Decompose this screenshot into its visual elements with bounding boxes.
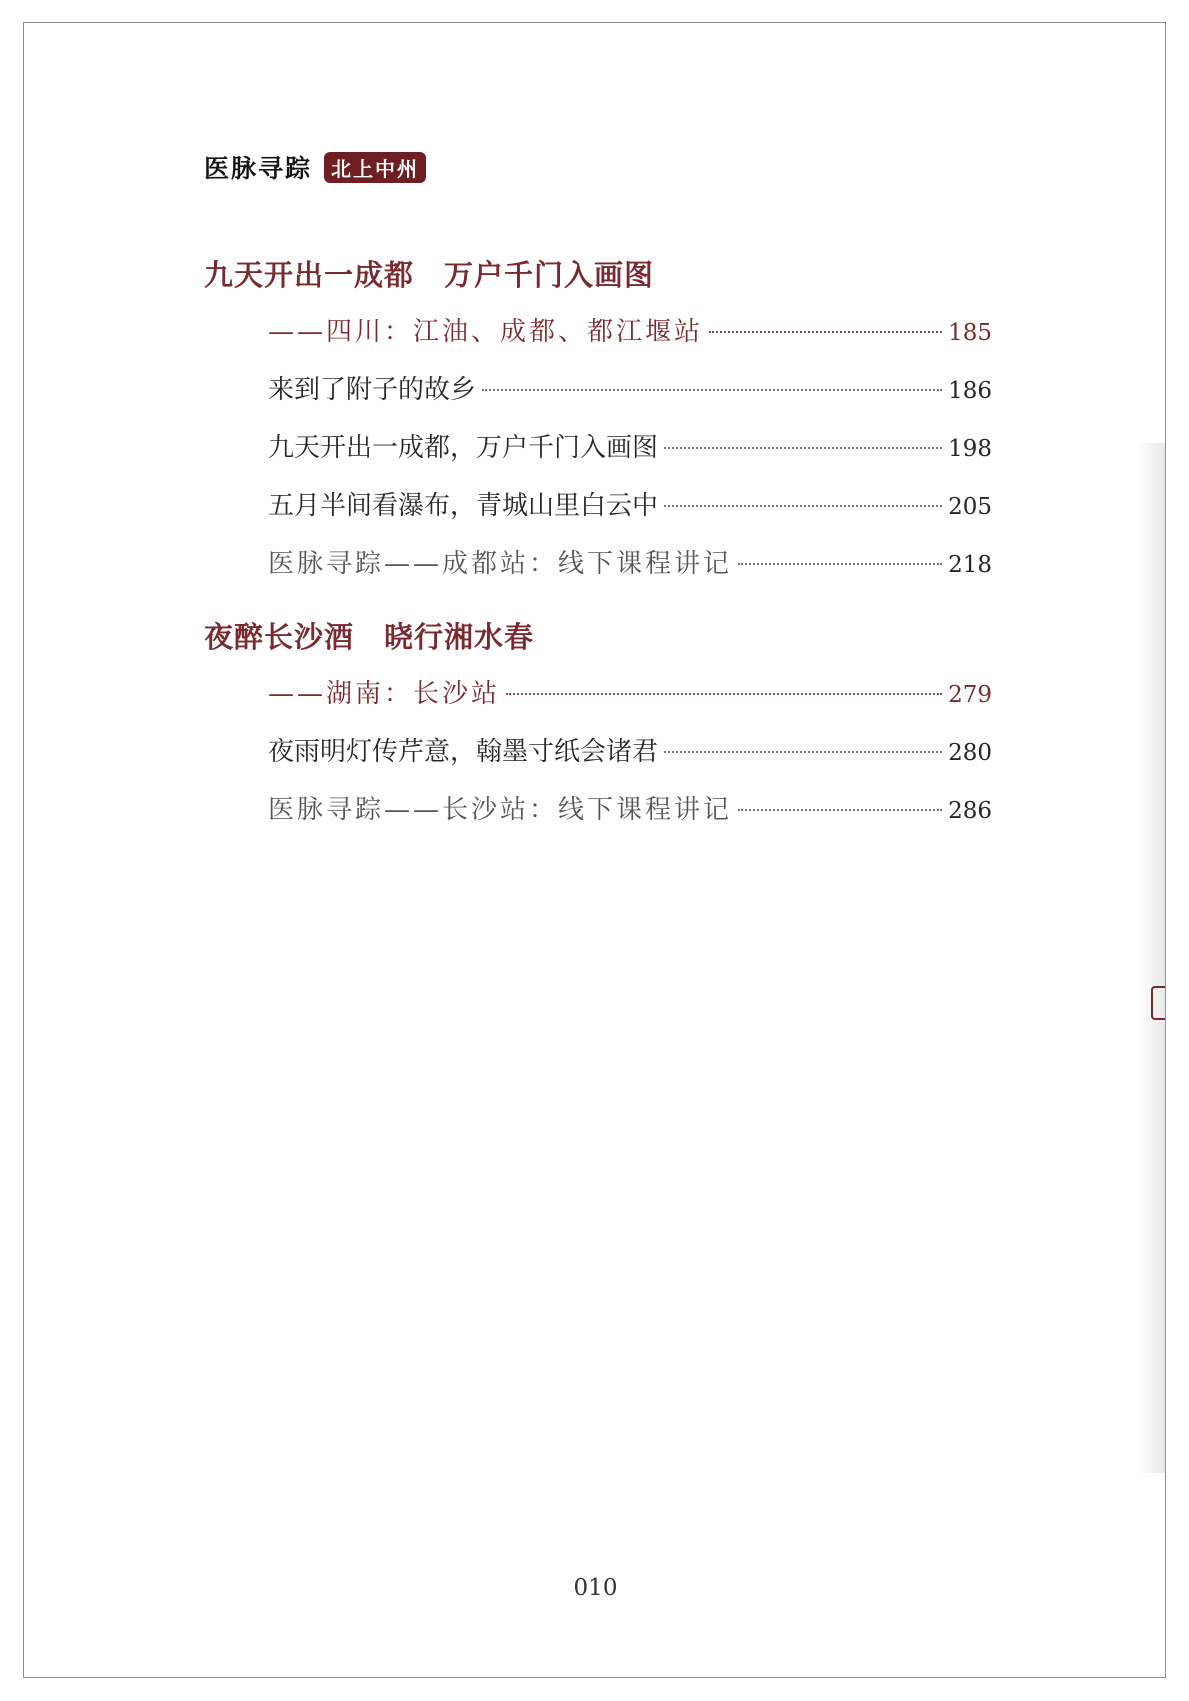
- running-head: [204, 149, 426, 185]
- entry-label: 医脉寻踪——成都站：线下课程讲记: [268, 549, 733, 579]
- series-badge: 北上中州: [324, 152, 426, 183]
- toc-entry-subtitle[interactable]: [204, 303, 992, 361]
- entry-label: ——四川：江油、成都、都江堰站: [268, 317, 704, 347]
- dot-leader: [664, 447, 942, 449]
- dot-leader: [738, 809, 942, 811]
- entry-label: 九天开出一成都，万户千门入画图: [268, 433, 659, 463]
- dot-leader: [738, 563, 942, 565]
- toc-entry[interactable]: [204, 419, 992, 477]
- chapter-title: 夜醉长沙酒 晓行湘水春: [204, 620, 535, 654]
- page-number: 218: [948, 552, 992, 578]
- book-page: [23, 22, 1166, 1678]
- toc-entry-subtitle[interactable]: [204, 665, 992, 723]
- page-number: 280: [948, 740, 992, 766]
- dot-leader: [482, 389, 942, 391]
- toc-entry-course[interactable]: [204, 535, 992, 593]
- toc-chapter-hunan: [204, 615, 992, 839]
- toc-entry[interactable]: [204, 723, 992, 781]
- entry-label: 来到了附子的故乡: [268, 375, 477, 405]
- page-folio: 010: [573, 1575, 618, 1601]
- chapter-title: 九天开出一成都 万户千门入画图: [204, 258, 655, 292]
- toc-entry-course[interactable]: [204, 781, 992, 839]
- table-of-contents: [204, 253, 992, 861]
- page-number: 279: [948, 682, 992, 708]
- toc-entry[interactable]: [204, 477, 992, 535]
- dot-leader: [506, 693, 942, 695]
- page-number: 198: [948, 436, 992, 462]
- page-edge-bracket-icon: [1151, 986, 1165, 1020]
- page-number: 185: [948, 320, 992, 346]
- toc-entry[interactable]: [204, 361, 992, 419]
- dot-leader: [709, 331, 942, 333]
- page-edge-shadow: [1137, 443, 1165, 1473]
- page-number: 205: [948, 494, 992, 520]
- entry-label: 夜雨明灯传芹意，翰墨寸纸会诸君: [268, 737, 659, 767]
- entry-label: 五月半间看瀑布，青城山里白云中: [268, 491, 659, 521]
- book-title: 医脉寻踪: [204, 154, 313, 183]
- entry-label: ——湖南：长沙站: [268, 679, 501, 709]
- page-number: 186: [948, 378, 992, 404]
- entry-label: 医脉寻踪——长沙站：线下课程讲记: [268, 795, 733, 825]
- dot-leader: [664, 505, 942, 507]
- dot-leader: [664, 751, 942, 753]
- toc-chapter-sichuan: [204, 253, 992, 593]
- page-number: 286: [948, 798, 992, 824]
